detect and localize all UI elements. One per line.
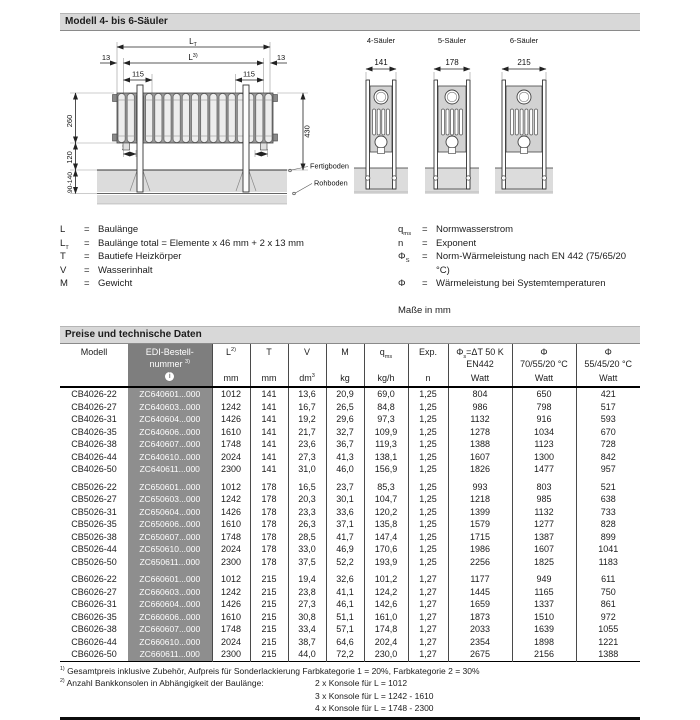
equals-sign: = (84, 237, 90, 249)
legend-definition: Norm-Wärmeleistung nach EN 442 (75/65/20 °C) (436, 251, 627, 276)
table-row: CB4026-22 ZC640601...000 1012 141 13,6 20,9 69,0 1,25 804 650 421 (60, 387, 640, 401)
cell-edi: ZC660601...000 (128, 573, 212, 586)
col-depth: T mm (250, 344, 288, 387)
legend-symbol: n (398, 237, 404, 249)
equals-sign: = (422, 224, 428, 235)
table-group-cb5026 (60, 481, 640, 569)
table-title: Preise und technische Daten (60, 326, 640, 344)
legend-item (60, 264, 398, 278)
legend-left-column (60, 223, 398, 317)
table-row: CB6026-35 ZC660606...000 1610 215 30,8 51,1 161,0 1,27 1873 1510 972 (60, 611, 640, 624)
cell-edi: ZC640610...000 (128, 451, 212, 464)
equals-sign: = (84, 278, 90, 289)
page-bottom-rule (60, 717, 640, 720)
konsole-line: 4 x Konsole für L = 1748 - 2300 (315, 703, 434, 713)
technical-drawing (60, 34, 640, 221)
cell-edi: ZC650603...000 (128, 493, 212, 506)
section-label: 4-Säuler (366, 36, 396, 45)
legend-item (398, 250, 640, 277)
table-row: CB6026-44 ZC660610...000 2024 215 38,7 64,6 202,4 1,27 2354 1898 1221 (60, 636, 640, 649)
section-view-6 (495, 36, 553, 194)
col-edi-number: EDI-Bestell- nummer $^{3)}$ i (128, 344, 212, 387)
cell-modell: CB4026-38 (71, 439, 117, 449)
col-length: $L^{2)}$ mm (212, 344, 250, 387)
cell-modell: CB6026-31 (71, 599, 117, 609)
section-label: 6-Säuler (509, 36, 539, 45)
equals-sign: = (422, 251, 428, 262)
dim-120: 120 (65, 151, 74, 164)
equals-sign: = (84, 264, 90, 276)
legend-item (398, 223, 640, 237)
col-output-70: Φ 70/55/20 °C Watt (512, 344, 576, 387)
cell-edi: ZC660610...000 (128, 636, 212, 649)
cell-modell: CB6026-35 (71, 611, 117, 622)
price-table-section (60, 326, 640, 662)
legend-definition: Wasserinhalt (98, 264, 153, 276)
konsole-list (315, 677, 434, 715)
cell-modell: CB4026-35 (71, 426, 117, 437)
section-width: 141 (374, 58, 388, 67)
cell-modell: CB6026-44 (71, 636, 117, 647)
legend-item (398, 277, 640, 291)
legend-symbol: V (60, 264, 67, 276)
table-row: CB5026-38 ZC650607...000 1748 178 28,5 41,7 147,4 1,25 1715 1387 899 (60, 531, 640, 544)
dim-430: 430 (302, 125, 312, 138)
table-row: CB5026-35 ZC650606...000 1610 178 26,3 37,1 135,8 1,25 1579 1277 828 (60, 518, 640, 531)
cell-edi: ZC650604...000 (128, 506, 212, 519)
cell-modell: CB4026-50 (71, 464, 117, 474)
legend-definition: Exponent (436, 237, 477, 249)
legend-item (60, 250, 398, 264)
cell-edi: ZC650611...000 (128, 556, 212, 569)
info-icon: i (165, 372, 174, 381)
section-view-5 (425, 36, 479, 194)
cell-edi: ZC650601...000 (128, 481, 212, 494)
dim-90-140: 90-140 (67, 171, 74, 194)
table-row: CB6026-27 ZC660603...000 1242 215 23,8 41,1 124,2 1,27 1445 1165 750 (60, 586, 640, 599)
table-row: CB4026-44 ZC640610...000 2024 141 27,3 41,3 138,1 1,25 1607 1300 842 (60, 451, 640, 464)
cell-edi: ZC660606...000 (128, 611, 212, 624)
cell-modell: CB4026-31 (71, 414, 117, 424)
price-table (60, 344, 640, 662)
legend-item (60, 237, 398, 251)
dim-13-right: 13 (276, 53, 286, 62)
equals-sign: = (422, 278, 428, 289)
table-row: CB4026-50 ZC640611...000 2300 141 31,0 46,0 156,9 1,25 1826 1477 957 (60, 463, 640, 476)
col-modell: Modell (80, 347, 108, 357)
legend-definition: Baulänge (98, 224, 139, 235)
units-note: Maße in mm (398, 304, 451, 316)
bracket-post-right (243, 85, 249, 192)
cell-modell: CB4026-27 (71, 401, 117, 412)
cell-modell: CB6026-38 (71, 624, 117, 634)
section-view-4 (354, 36, 408, 194)
cell-edi: ZC640607...000 (128, 438, 212, 451)
front-view (65, 37, 349, 204)
cell-edi: ZC640601...000 (128, 387, 212, 401)
page-content (60, 13, 640, 720)
cell-modell: CB5026-38 (71, 531, 117, 542)
table-group-cb6026 (60, 573, 640, 661)
table-row: CB6026-22 ZC660601...000 1012 215 19,4 32,6 101,2 1,27 1177 949 611 (60, 573, 640, 586)
konsole-line: 2 x Konsole für L = 1012 (315, 678, 408, 688)
equals-sign: = (84, 251, 90, 262)
section-label: 5-Säuler (437, 36, 467, 45)
legend-definition: Wärmeleistung bei Systemtemperaturen (436, 278, 606, 289)
fertigboden-label: Fertigboden (310, 161, 349, 171)
cell-modell: CB5026-31 (71, 506, 117, 517)
legend-definition: Baulänge total = Elemente x 46 mm + 2 x 13 mm (98, 237, 304, 249)
legend-symbol: T (60, 251, 66, 262)
bracket-post-left (137, 85, 143, 192)
cell-edi: ZC650610...000 (128, 543, 212, 556)
table-row: CB4026-38 ZC640607...000 1748 141 23,6 36,7 119,3 1,25 1388 1123 728 (60, 438, 640, 451)
legend-symbol: $L_T$ (60, 237, 69, 251)
table-row: CB5026-50 ZC650611...000 2300 178 37,5 52,2 193,9 1,25 2256 1825 1183 (60, 556, 640, 569)
radiator-drawing (60, 34, 640, 216)
table-row: CB5026-27 ZC650603...000 1242 178 20,3 30,1 104,7 1,25 1218 985 638 (60, 493, 640, 506)
table-row: CB6026-31 ZC660604...000 1426 215 27,3 46,1 142,6 1,27 1659 1337 861 (60, 598, 640, 611)
table-row: CB5026-22 ZC650601...000 1012 178 16,5 23,7 85,3 1,25 993 803 521 (60, 481, 640, 494)
cell-modell: CB6026-50 (71, 649, 117, 659)
rohboden-label: Rohboden (314, 178, 348, 188)
dim-l-label: $L^{3)}$ (188, 53, 198, 62)
equals-sign: = (422, 237, 428, 249)
table-header (60, 344, 640, 387)
footnote-1: $^{1)}$ Gesamtpreis inklusive Zubehör, Aufpreis für Sonderlackierung Farbkategorie 1 = 20%, Farbkategorie 2 = 30% (60, 665, 480, 676)
legend-item (398, 237, 640, 251)
cell-modell: CB6026-27 (71, 586, 117, 597)
cell-modell: CB4026-44 (71, 451, 117, 462)
col-output-en442: $\Phi_s=\Delta T$ 50 K EN442 Watt (448, 344, 512, 387)
cell-modell: CB4026-22 (71, 389, 117, 399)
dim-13-left: 13 (101, 53, 111, 62)
page-title: Modell 4- bis 6-Säuler (60, 13, 640, 31)
cell-edi: ZC660603...000 (128, 586, 212, 599)
footnotes (60, 665, 640, 715)
legend-symbol: Φ (398, 278, 406, 289)
cell-modell: CB5026-50 (71, 556, 117, 567)
dim-115-right: 115 (243, 69, 255, 79)
section-width: 178 (445, 58, 459, 67)
legend-symbol: M (60, 278, 68, 289)
table-row: CB4026-27 ZC640603...000 1242 141 16,7 26,5 84,8 1,25 986 798 517 (60, 401, 640, 414)
cell-modell: CB5026-44 (71, 544, 117, 554)
cell-edi: ZC660607...000 (128, 623, 212, 636)
legend-item (60, 223, 398, 237)
legend-definition: Gewicht (98, 278, 133, 289)
cell-modell: CB5026-27 (71, 494, 117, 504)
cell-modell: CB6026-22 (71, 574, 117, 584)
cell-edi: ZC650607...000 (128, 531, 212, 544)
legend-right-column (398, 223, 640, 317)
col-output-55: Φ 55/45/20 °C Watt (576, 344, 640, 387)
table-row: CB6026-38 ZC660607...000 1748 215 33,4 57,1 174,8 1,27 2033 1639 1055 (60, 623, 640, 636)
legend-symbol: $\Phi_S$ (398, 251, 410, 264)
table-row: CB6026-50 ZC660611...000 2300 215 44,0 72,2 230,0 1,27 2675 2156 1388 (60, 648, 640, 661)
cell-edi: ZC650606...000 (128, 518, 212, 531)
cell-edi: ZC660611...000 (128, 648, 212, 661)
cell-modell: CB5026-35 (71, 519, 117, 529)
dim-115-left: 115 (132, 69, 144, 79)
equals-sign: = (84, 224, 90, 235)
legend (60, 223, 640, 317)
table-group-cb4026 (60, 387, 640, 476)
dim-260: 260 (65, 114, 74, 128)
legend-definition: Bautiefe Heizkörper (98, 251, 182, 262)
legend-symbol: $q_{ms}$ (398, 224, 412, 237)
section-width: 215 (517, 58, 531, 67)
table-row: CB5026-31 ZC650604...000 1426 178 23,3 33,6 120,2 1,25 1399 1132 733 (60, 506, 640, 519)
table-row: CB5026-44 ZC650610...000 2024 178 33,0 46,9 170,6 1,25 1986 1607 1041 (60, 543, 640, 556)
legend-item (60, 277, 398, 291)
footnote-2: $^{2)}$ Anzahl Bankkonsolen in Abhängigkeit der Baulänge: 2 x Konsole für L = 1012 3 x Konsole für L = 1242 - 1610 4 x Konsole für L = 1748 - 2300 (60, 678, 434, 713)
legend-definition: Normwasserstrom (436, 224, 514, 235)
dim-lt-label: $L_T$ (189, 37, 197, 48)
col-exponent: Exp. n (408, 344, 448, 387)
table-row: CB4026-31 ZC640604...000 1426 141 19,2 29,6 97,3 1,25 1132 916 593 (60, 413, 640, 426)
legend-symbol: L (60, 224, 66, 235)
col-weight: M kg (326, 344, 364, 387)
col-volume: V $dm^3$ (288, 344, 326, 387)
cell-modell: CB5026-22 (71, 481, 117, 492)
cell-edi: ZC640603...000 (128, 401, 212, 414)
cell-edi: ZC640611...000 (128, 463, 212, 476)
cell-edi: ZC660604...000 (128, 598, 212, 611)
floor-section (97, 170, 287, 204)
cell-edi: ZC640604...000 (128, 413, 212, 426)
konsole-line: 3 x Konsole für L = 1242 - 1610 (315, 690, 434, 701)
cell-edi: ZC640606...000 (128, 426, 212, 439)
table-row: CB4026-35 ZC640606...000 1610 141 21,7 32,7 109,9 1,25 1278 1034 670 (60, 426, 640, 439)
col-flow: $q_{ms}$ kg/h (364, 344, 408, 387)
